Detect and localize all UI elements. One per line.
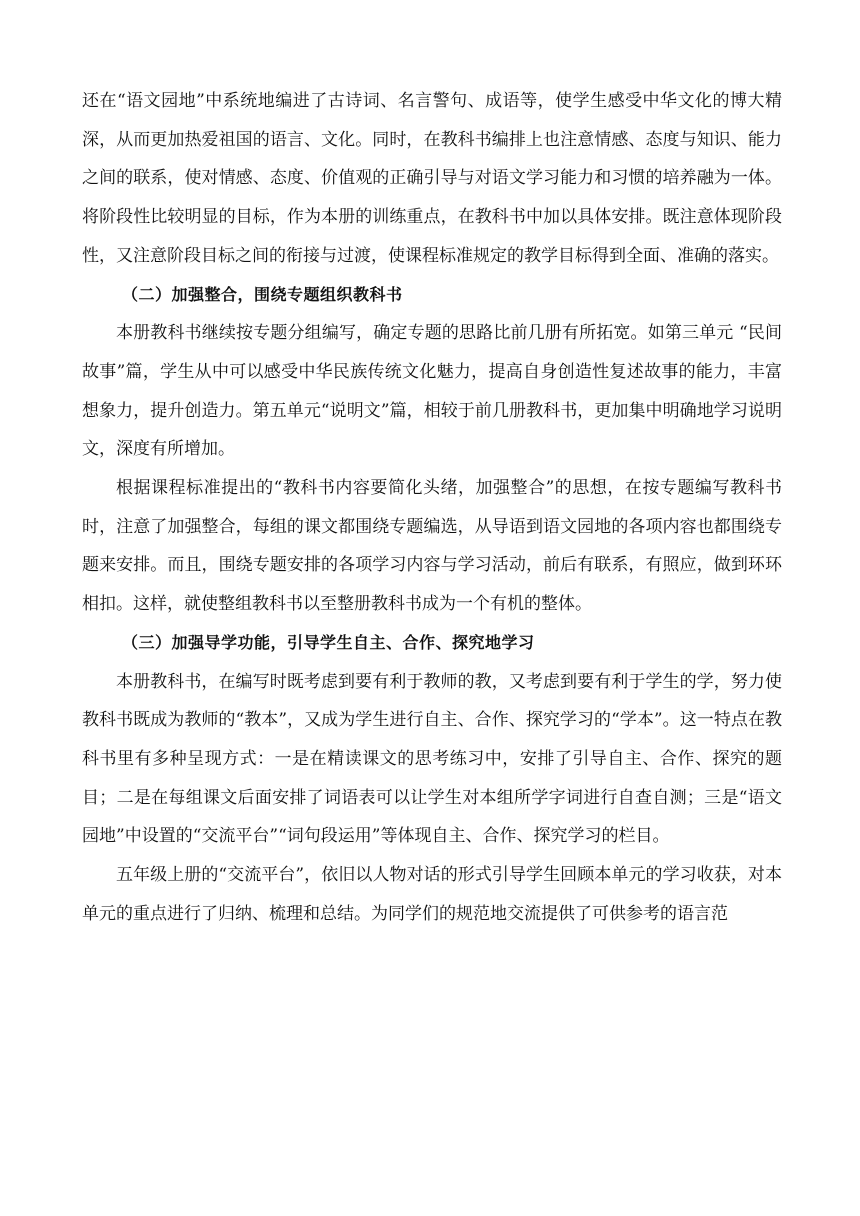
paragraph: 根据课程标准提出的“教科书内容要简化头绪，加强整合”的思想，在按专题编写教科书时，注意了加强整合，每组的课文都围绕专题编选，从导语到语文园地的各项内容也都围绕专题来安排。而且，围绕专题安排的各项学习内容与学习活动，前后有联系，有照应，做到环环相扣。这样，就使整组教科书以至整册教科书成为一个有机的整体。 [82, 478, 782, 615]
paragraph: 本册教科书，在编写时既考虑到要有利于教师的教，又考虑到要有利于学生的学，努力使教科书既成为教师的“教本”，又成为学生进行自主、合作、探究学习的“学本”。这一特点在教科书里有多种呈现方式：一是在精读课文的思考练习中，安排了引导自主、合作、探究的题目；二是在每组课文后面安排了词语表可以让学生对本组所学字词进行自查自测；三是“语文园地”中设置的“交流平台”“词句段运用”等体现自主、合作、探究学习的栏目。 [82, 671, 782, 847]
paragraph: 五年级上册的“交流平台”，依旧以人物对话的形式引导学生回顾本单元的学习收获，对本单元的重点进行了归纳、梳理和总结。为同学们的规范地交流提供了可供参考的语言范 [82, 865, 782, 924]
paragraph: 本册教科书继续按专题分组编写，确定专题的思路比前几册有所拓宽。如第三单元 “民间故事”篇，学生从中可以感受中华民族传统文化魅力，提高自身创造性复述故事的能力，丰富想象力，提升创造力。第五单元“说明文”篇，相较于前几册教科书，更加集中明确地学习说明文，深度有所增加。 [82, 323, 782, 460]
section-heading-2: （二）加强整合，围绕专题组织教科书 [122, 284, 403, 304]
document-page [82, 82, 782, 933]
paragraph-continued: 还在“语文园地”中系统地编进了古诗词、名言警句、成语等，使学生感受中华文化的博大精深，从而更加热爱祖国的语言、文化。同时，在教科书编排上也注意情感、态度与知识、能力之间的联系，使对情感、态度、价值观的正确引导与对语文学习能力和习惯的培养融为一体。将阶段性比较明显的目标，作为本册的训练重点，在教科书中加以具体安排。既注意体现阶段性，又注意阶段目标之间的衔接与过渡，使课程标准规定的教学目标得到全面、准确的落实。 [82, 91, 782, 266]
section-heading-3: （三）加强导学功能，引导学生自主、合作、探究地学习 [122, 632, 535, 652]
